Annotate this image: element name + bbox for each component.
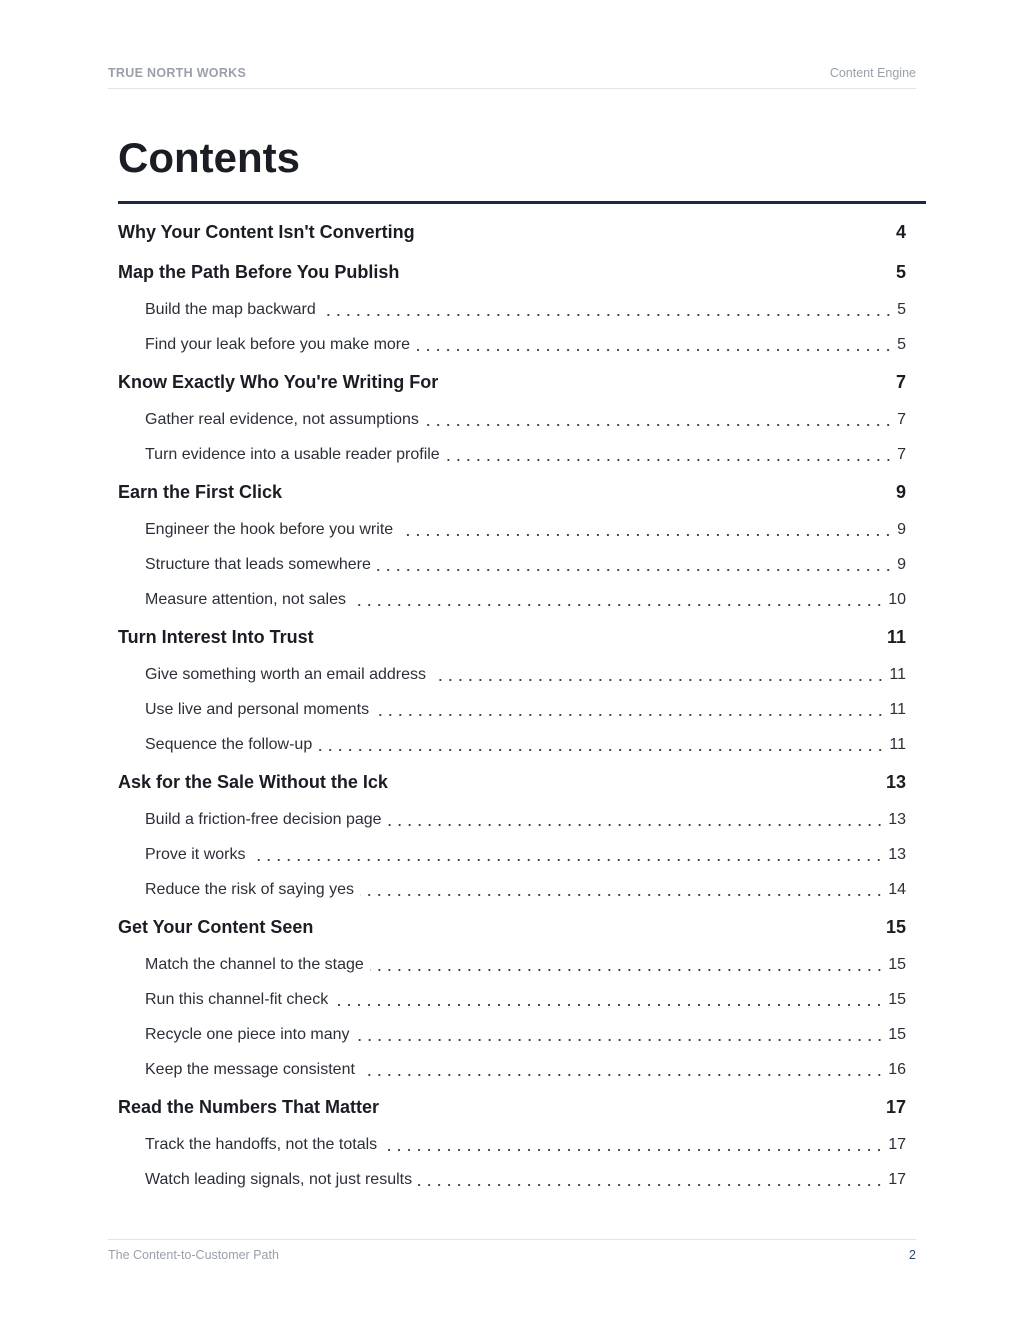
toc-section-title: Build a friction-free decision page (145, 810, 382, 828)
toc-section[interactable] (118, 437, 906, 472)
dot-leader (334, 1004, 884, 1006)
toc-section-page: 11 (889, 700, 906, 718)
dot-leader (360, 894, 884, 896)
toc-chapter-page: 15 (885, 916, 906, 937)
dot-leader (322, 314, 893, 316)
dot-leader (356, 1039, 885, 1041)
document-label: Content Engine (829, 66, 916, 80)
dot-leader (361, 1074, 884, 1076)
toc-section-page: 13 (888, 845, 906, 863)
toc-section-title: Prove it works (145, 845, 246, 863)
page-footer (108, 1239, 916, 1262)
toc-section-page: 5 (897, 300, 906, 318)
toc-chapter[interactable] (118, 617, 906, 657)
toc-section-title: Build the map backward (145, 300, 316, 318)
toc-section-page: 14 (888, 880, 906, 898)
dot-leader (418, 1184, 884, 1186)
dot-leader (446, 459, 893, 461)
dot-leader (416, 349, 893, 351)
toc-section-title: Run this channel-fit check (145, 990, 329, 1008)
toc-section-title: Match the channel to the stage (145, 955, 364, 973)
toc-section-page: 15 (888, 955, 906, 973)
toc-section-title: Engineer the hook before you write (145, 520, 394, 538)
dot-leader (370, 969, 884, 971)
toc-section-title: Reduce the risk of saying yes (145, 880, 354, 898)
toc-section-title: Watch leading signals, not just results (145, 1170, 413, 1188)
dot-leader (432, 679, 885, 681)
toc-section-page: 11 (889, 735, 906, 753)
toc-section-title: Keep the message consistent (145, 1060, 355, 1078)
toc-chapter-page: 13 (885, 771, 906, 792)
toc-section[interactable] (118, 402, 906, 437)
toc-section-page: 13 (888, 810, 906, 828)
toc-chapter-title: Why Your Content Isn't Converting (118, 221, 415, 242)
toc-section-page: 7 (897, 410, 906, 428)
toc-section-title: Use live and personal moments (145, 700, 370, 718)
brand-name: TRUE NORTH WORKS (108, 66, 247, 80)
toc-section[interactable] (118, 802, 906, 837)
toc-section[interactable] (118, 512, 906, 547)
toc-chapter-title: Get Your Content Seen (118, 916, 314, 937)
table-of-contents (118, 212, 906, 1197)
toc-section-title: Give something worth an email address (145, 665, 427, 683)
toc-section[interactable] (118, 1017, 906, 1052)
toc-section-page: 5 (897, 335, 906, 353)
toc-chapter-title: Earn the First Click (118, 481, 283, 502)
toc-chapter-page: 7 (895, 371, 906, 392)
toc-section-title: Measure attention, not sales (145, 590, 347, 608)
toc-section[interactable] (118, 1162, 906, 1197)
page-number: 2 (909, 1248, 916, 1262)
dot-leader (352, 604, 884, 606)
toc-section[interactable] (118, 727, 906, 762)
title-divider (118, 201, 926, 204)
toc-chapter[interactable] (118, 362, 906, 402)
toc-chapter[interactable] (118, 762, 906, 802)
footer-document-title: The Content-to-Customer Path (108, 1248, 279, 1262)
toc-section-page: 16 (888, 1060, 906, 1078)
toc-section[interactable] (118, 1052, 906, 1087)
toc-section[interactable] (118, 1127, 906, 1162)
toc-chapter-page: 9 (895, 481, 906, 502)
dot-leader (318, 749, 885, 751)
toc-section-title: Sequence the follow-up (145, 735, 313, 753)
dot-leader (388, 824, 885, 826)
toc-section[interactable] (118, 947, 906, 982)
toc-section-page: 11 (889, 665, 906, 683)
page-header (108, 64, 916, 89)
toc-section-page: 15 (888, 1025, 906, 1043)
toc-section[interactable] (118, 692, 906, 727)
toc-section-page: 17 (888, 1135, 906, 1153)
toc-chapter-title: Turn Interest Into Trust (118, 626, 314, 647)
toc-section-title: Structure that leads somewhere (145, 555, 371, 573)
toc-chapter-page: 4 (895, 221, 906, 242)
toc-section-title: Track the handoffs, not the totals (145, 1135, 378, 1153)
toc-section-page: 7 (897, 445, 906, 463)
dot-leader (251, 859, 884, 861)
dot-leader (375, 714, 885, 716)
dot-leader (377, 569, 893, 571)
toc-chapter[interactable] (118, 252, 906, 292)
toc-section[interactable] (118, 327, 906, 362)
toc-section-title: Find your leak before you make more (145, 335, 411, 353)
toc-section-page: 10 (888, 590, 906, 608)
dot-leader (399, 534, 893, 536)
toc-chapter-title: Read the Numbers That Matter (118, 1096, 380, 1117)
toc-section-page: 9 (897, 520, 906, 538)
toc-chapter-title: Map the Path Before You Publish (118, 261, 400, 282)
toc-section-page: 17 (888, 1170, 906, 1188)
toc-section[interactable] (118, 292, 906, 327)
toc-chapter-title: Know Exactly Who You're Writing For (118, 371, 439, 392)
toc-section[interactable] (118, 582, 906, 617)
toc-section-title: Turn evidence into a usable reader profile (145, 445, 440, 463)
toc-chapter-page: 17 (885, 1096, 906, 1117)
page-title: Contents (118, 134, 300, 181)
toc-chapter[interactable] (118, 212, 906, 252)
toc-section[interactable] (118, 657, 906, 692)
toc-chapter-page: 5 (895, 261, 906, 282)
toc-chapter[interactable] (118, 472, 906, 512)
toc-chapter[interactable] (118, 1087, 906, 1127)
toc-chapter[interactable] (118, 907, 906, 947)
toc-section[interactable] (118, 547, 906, 582)
toc-section[interactable] (118, 872, 906, 907)
toc-section-page: 15 (888, 990, 906, 1008)
dot-leader (383, 1149, 884, 1151)
dot-leader (425, 424, 893, 426)
toc-chapter-page: 11 (886, 626, 906, 647)
toc-section-page: 9 (897, 555, 906, 573)
toc-section-title: Recycle one piece into many (145, 1025, 350, 1043)
toc-section[interactable] (118, 982, 906, 1017)
toc-chapter-title: Ask for the Sale Without the Ick (118, 771, 388, 792)
toc-section[interactable] (118, 837, 906, 872)
toc-section-title: Gather real evidence, not assumptions (145, 410, 419, 428)
